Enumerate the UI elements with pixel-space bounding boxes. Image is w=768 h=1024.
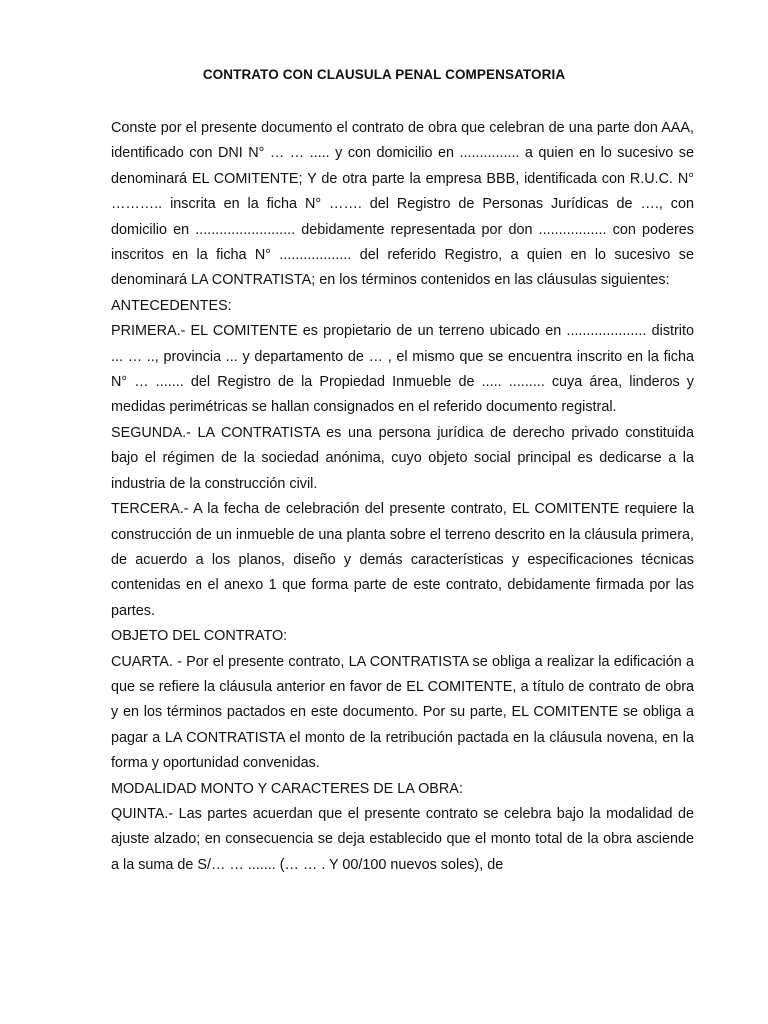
document-title: CONTRATO CON CLAUSULA PENAL COMPENSATORIA: [202, 67, 566, 82]
clause-tercera: TERCERA.- A la fecha de celebración del presente contrato, EL COMITENTE requiere la construcción de un inmueble de una planta sobre el terreno descrito en la cláusula primera, de acuerdo a los planos, diseño y demás características y especificaciones técnicas contenidas en el anexo 1 que forma parte de este contrato, debidamente firmada por las partes.: [111, 501, 694, 619]
clause-primera: PRIMERA.- EL COMITENTE es propietario de un terreno ubicado en .................... distrito ... … .., provincia ... y departamento de … , el mismo que se encuentra inscrito en la ficha N° … ....... del Registro de la Propiedad Inmueble de ..... ......... cuya área, linderos y medidas perimétricas se hallan consignados en el referido documento registral.: [111, 323, 694, 416]
section-heading-antecedentes: ANTECEDENTES:: [111, 297, 232, 314]
section-heading-objeto: OBJETO DEL CONTRATO:: [111, 628, 288, 645]
section-heading-modalidad: MODALIDAD MONTO Y CARACTERES DE LA OBRA:: [111, 780, 463, 797]
clause-quinta: QUINTA.- Las partes acuerdan que el presente contrato se celebra bajo la modalidad de ajuste alzado; en consecuencia se deja establecido que el monto total de la obra asciende a la suma de S/… … ....... (… … . Y 00/100 nuevos soles), de: [111, 805, 694, 873]
clause-cuarta: CUARTA. - Por el presente contrato, LA CONTRATISTA se obliga a realizar la edificación a que se refiere la cláusula anterior en favor de EL COMITENTE, a título de contrato de obra y en los términos pactados en este documento. Por su parte, EL COMITENTE se obliga a pagar a LA CONTRATISTA el monto de la retribución pactada en la cláusula novena, en la forma y oportunidad convenidas.: [111, 653, 694, 772]
document-body: [111, 116, 694, 878]
clause-segunda: SEGUNDA.- LA CONTRATISTA es una persona jurídica de derecho privado constituida bajo el régimen de la sociedad anónima, cuyo objeto social principal es dedicarse a la industria de la construcción civil.: [111, 424, 694, 492]
intro-paragraph: Conste por el presente documento el contrato de obra que celebran de una parte don AAA, identificado con DNI N° … … ..... y con domicilio en ............... a quien en lo sucesivo se denominará EL COMITENTE; Y de otra parte la empresa BBB, identificada con R.U.C. N° ……….. inscrita en la ficha N° ……. del Registro de Personas Jurídicas de …., con domicilio en ......................... debidamente representada por don ................. con poderes inscritos en la ficha N° .................. del referido Registro, a quien en lo sucesivo se denominará LA CONTRATISTA; en los términos contenidos en las cláusulas siguientes:: [111, 120, 694, 289]
